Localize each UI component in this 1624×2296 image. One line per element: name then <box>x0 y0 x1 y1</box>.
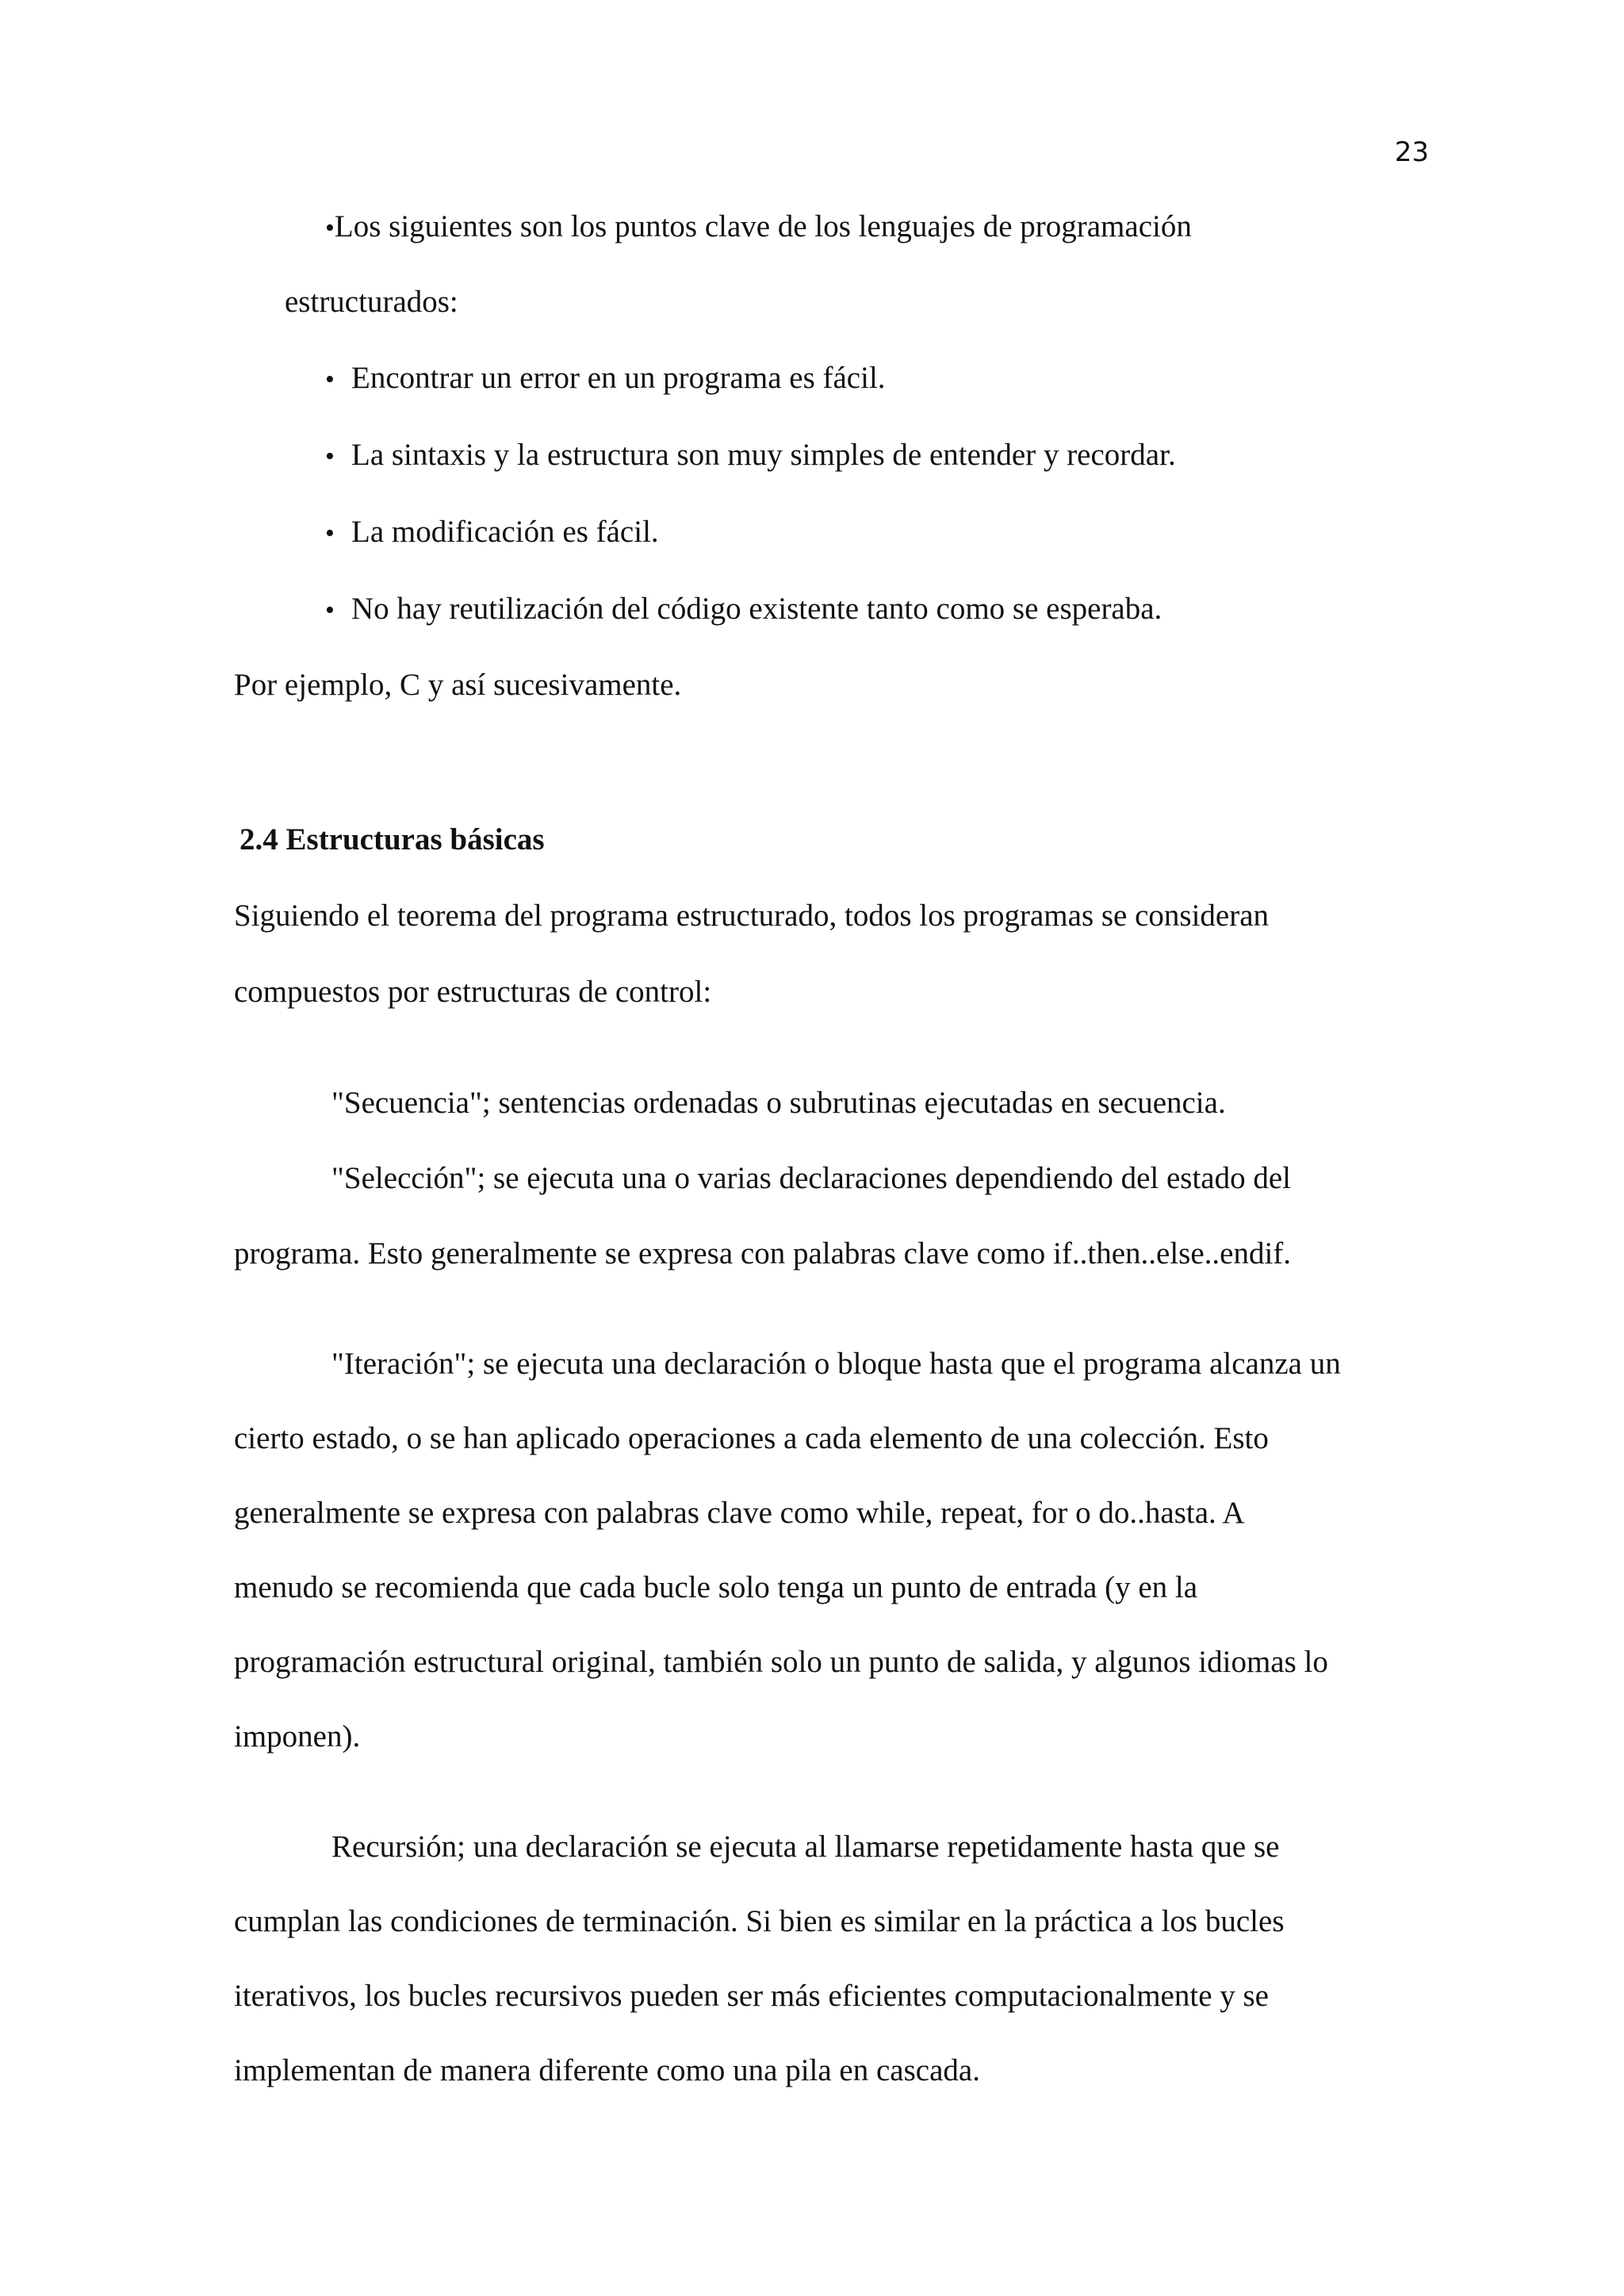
bullet-item-text: La sintaxis y la estructura son muy simples de entender y recordar. <box>351 438 1176 472</box>
paragraph-line: cierto estado, o se han aplicado operaciones a cada elemento de una colección. Esto <box>234 1421 1269 1455</box>
bullet-item <box>325 513 659 553</box>
paragraph-line: Siguiendo el teorema del programa estructurado, todos los programas se consideran <box>234 899 1270 933</box>
paragraph-line: compuestos por estructuras de control: <box>234 975 712 1009</box>
bullet-icon: • <box>325 213 335 243</box>
paragraph-line: "Iteración"; se ejecuta una declaración o bloque hasta que el programa alcanza un <box>331 1347 1341 1381</box>
bullet-item-text: La modificación es fácil. <box>351 515 659 549</box>
bullet-item <box>325 590 1162 630</box>
paragraph-line: iterativos, los bucles recursivos pueden ser más eficientes computacionalmente y se <box>234 1979 1269 2013</box>
bullet-item <box>325 359 886 399</box>
paragraph-line: imponen). <box>234 1719 361 1754</box>
bullet-item-text: No hay reutilización del código existente tanto como se esperaba. <box>351 592 1162 626</box>
paragraph-line: generalmente se expresa con palabras clave como while, repeat, for o do..hasta. A <box>234 1496 1245 1530</box>
bullet-item <box>325 436 1176 476</box>
paragraph-line: menudo se recomienda que cada bucle solo tenga un punto de entrada (y en la <box>234 1570 1198 1604</box>
example-text: Por ejemplo, C y así sucesivamente. <box>234 668 682 702</box>
bullet-icon: • <box>325 519 335 548</box>
page-number: 23 <box>1394 136 1429 168</box>
paragraph-line: programación estructural original, también solo un punto de salida, y algunos idiomas lo <box>234 1645 1328 1679</box>
paragraph-line: "Selección"; se ejecuta una o varias declaraciones dependiendo del estado del <box>331 1161 1291 1195</box>
bullet-icon: • <box>325 365 335 394</box>
lead-bullet-text: Los siguientes son los puntos clave de los lenguajes de programación <box>334 209 1192 243</box>
bullet-icon: • <box>325 596 335 625</box>
secuencia-line: "Secuencia"; sentencias ordenadas o subrutinas ejecutadas en secuencia. <box>331 1086 1226 1120</box>
paragraph-line: Recursión; una declaración se ejecuta al llamarse repetidamente hasta que se <box>331 1830 1280 1864</box>
bullet-icon: • <box>325 442 335 471</box>
lead-bullet-line <box>325 208 1192 247</box>
paragraph-line: cumplan las condiciones de terminación. Si bien es similar en la práctica a los bucles <box>234 1904 1285 1938</box>
bullet-item-text: Encontrar un error en un programa es fácil. <box>351 361 886 395</box>
section-heading: 2.4 Estructuras básicas <box>239 822 545 857</box>
paragraph-line: implementan de manera diferente como una pila en cascada. <box>234 2053 980 2087</box>
paragraph-line: programa. Esto generalmente se expresa con palabras clave como if..then..else..endif. <box>234 1236 1292 1271</box>
lead-continuation: estructurados: <box>285 285 458 319</box>
